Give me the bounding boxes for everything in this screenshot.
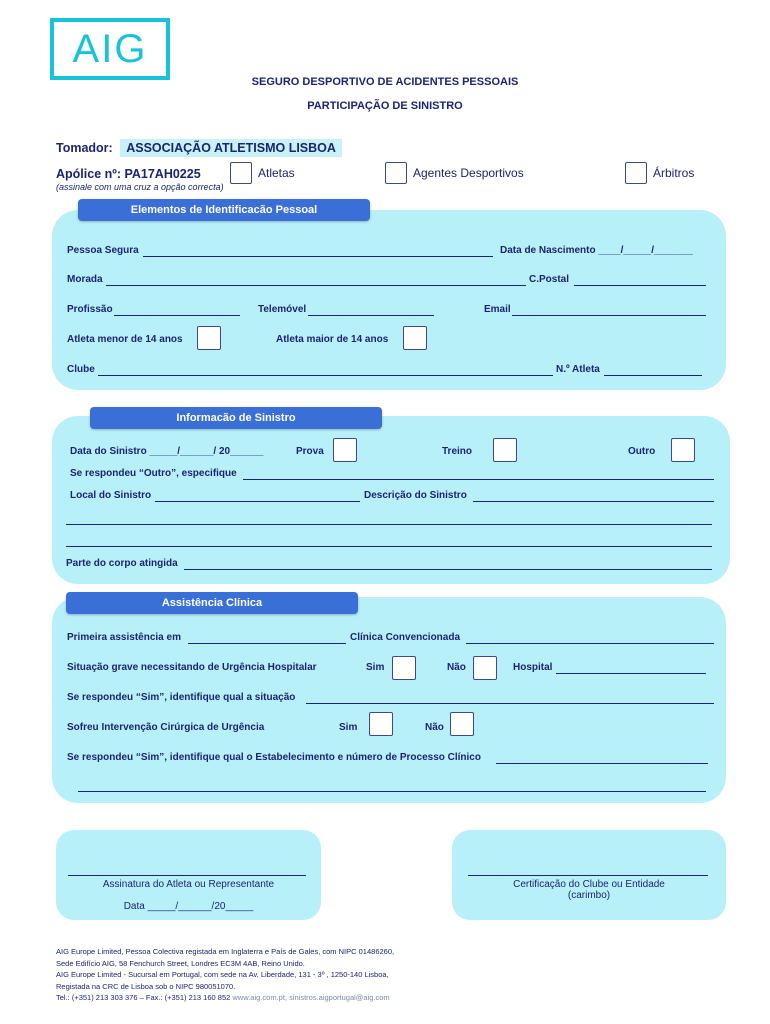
outro-checkbox[interactable]: [671, 438, 695, 462]
company-footer: [56, 946, 394, 1004]
natleta-label: N.º Atleta: [556, 364, 600, 375]
treino-checkbox[interactable]: [493, 438, 517, 462]
footer-line-5: [56, 992, 394, 1004]
footer-line-2: Sede Edifício AIG, 58 Fenchurch Street, Londres EC3M 4AB, Reino Unido.: [56, 958, 305, 968]
cpostal-field[interactable]: [574, 285, 706, 286]
pessoa-segura-field[interactable]: [143, 256, 493, 257]
outro-label: Outro: [628, 446, 656, 457]
section-personal-id-title: Elementos de Identificacão Pessoal: [78, 199, 370, 221]
prova-label: Prova: [296, 446, 324, 457]
grave-sim-checkbox[interactable]: [392, 656, 416, 680]
identifique-situacao-label: Se respondeu “Sim”, identifique qual a situação: [67, 692, 296, 703]
profissao-label: Profissão: [67, 304, 113, 315]
profissao-field[interactable]: [114, 315, 240, 316]
intervencao-label: Sofreu Intervenção Cirúrgica de Urgência: [67, 722, 265, 733]
pessoa-segura-label: Pessoa Segura: [67, 245, 139, 256]
personal-id-panel: [52, 210, 726, 390]
maior-checkbox[interactable]: [403, 326, 427, 350]
option-agentes[interactable]: [385, 162, 524, 184]
aig-logo: [50, 18, 170, 80]
maior-label: Atleta maior de 14 anos: [276, 334, 389, 345]
descricao-line-3[interactable]: [66, 546, 712, 547]
footer-contacts: Tel.: (+351) 213 303 376 – Fax.: (+351) 213 160 852: [56, 993, 231, 1003]
signature-date-field[interactable]: Data _____/______/20_____: [123, 901, 254, 912]
email-label: Email: [484, 304, 511, 315]
tomador-label: Tomador:: [56, 141, 113, 155]
clube-label: Clube: [67, 364, 95, 375]
footer-line-1: AIG Europe Limited, Pessoa Colectiva registada em Inglaterra e País de Gales, com NIPC 01486260,: [56, 947, 395, 956]
telemovel-field[interactable]: [308, 315, 434, 316]
treino-label: Treino: [442, 446, 473, 457]
descricao-line-2[interactable]: [66, 524, 712, 525]
local-sinistro-label: Local do Sinistro: [70, 490, 152, 501]
local-sinistro-field[interactable]: [155, 501, 360, 502]
email-field[interactable]: [512, 315, 706, 316]
footer-line-4: Registada na CRC de Lisboa sob o NIPC 980051070.: [56, 981, 236, 991]
intervencao-sim-label: Sim: [339, 722, 358, 733]
clinica-label: Clínica Convencionada: [350, 632, 461, 643]
situacao-grave-label: Situação grave necessitando de Urgência Hospitalar: [67, 662, 317, 673]
cpostal-label: C.Postal: [529, 274, 570, 285]
clube-field[interactable]: [98, 375, 553, 376]
grave-nao-label: Não: [447, 662, 466, 673]
hospital-field[interactable]: [556, 673, 706, 674]
selection-note: (assinale com uma cruz a opção correcta): [56, 182, 224, 192]
atletas-checkbox[interactable]: [230, 162, 252, 184]
form-title: SEGURO DESPORTIVO DE ACIDENTES PESSOAIS: [251, 76, 519, 88]
telemovel-label: Telemóvel: [258, 304, 307, 315]
estabelecimento-field[interactable]: [496, 763, 708, 764]
menor-checkbox[interactable]: [197, 326, 221, 350]
identifique-situacao-field[interactable]: [306, 703, 714, 704]
primeira-assistencia-field[interactable]: [188, 643, 346, 644]
certification-sublabel: (carimbo): [567, 890, 611, 901]
arbitros-checkbox[interactable]: [625, 162, 647, 184]
tomador-row: [56, 141, 342, 155]
descricao-label: Descrição do Sinistro: [364, 490, 467, 501]
menor-label: Atleta menor de 14 anos: [67, 334, 183, 345]
data-nascimento-field[interactable]: Data de Nascimento ____/_____/_______: [500, 245, 693, 256]
option-atletas[interactable]: [230, 162, 295, 184]
estabelecimento-label: Se respondeu “Sim”, identifique qual o Estabelecimento e número de Processo Clínico: [67, 752, 481, 763]
signature-line[interactable]: [68, 875, 306, 876]
morada-label: Morada: [67, 274, 103, 285]
clinica-field[interactable]: [466, 643, 714, 644]
certification-label: Certificação do Clube ou Entidade: [513, 879, 665, 890]
descricao-field[interactable]: [473, 501, 714, 502]
certification-line[interactable]: [468, 875, 708, 876]
agentes-label: Agentes Desportivos: [413, 166, 524, 180]
grave-sim-label: Sim: [366, 662, 385, 673]
section-sinistro-title: Informacão de Sinistro: [90, 407, 382, 429]
hospital-label: Hospital: [513, 662, 553, 673]
prova-checkbox[interactable]: [333, 438, 357, 462]
form-subtitle: PARTICIPAÇÃO DE SINISTRO: [307, 100, 463, 112]
atletas-label: Atletas: [258, 166, 295, 180]
agentes-checkbox[interactable]: [385, 162, 407, 184]
signature-label: Assinatura do Atleta ou Representante: [102, 879, 275, 890]
estabelecimento-line-2[interactable]: [78, 791, 706, 792]
morada-field[interactable]: [106, 285, 526, 286]
especifique-field[interactable]: [243, 479, 714, 480]
footer-web-link[interactable]: www.aig.com.pt, sinistros.aigportugal@aig.com: [232, 993, 390, 1003]
parte-corpo-field[interactable]: [184, 569, 712, 570]
apolice-number: Apólice nº: PA17AH0225: [56, 167, 201, 181]
data-sinistro-field[interactable]: Data do Sinistro _____/______/ 20______: [70, 446, 264, 457]
grave-nao-checkbox[interactable]: [473, 656, 497, 680]
intervencao-nao-label: Não: [425, 722, 444, 733]
logo-text: AIG: [72, 26, 148, 71]
intervencao-sim-checkbox[interactable]: [369, 712, 393, 736]
option-arbitros[interactable]: [625, 162, 694, 184]
natleta-field[interactable]: [604, 375, 702, 376]
primeira-assistencia-label: Primeira assistência em: [67, 632, 181, 643]
especifique-label: Se respondeu “Outro”, especifique: [70, 468, 237, 479]
footer-line-3: AIG Europe Limited - Sucursal em Portugal, com sede na Av. Liberdade, 131 - 3º , 1250-140 Lisboa,: [56, 970, 389, 980]
intervencao-nao-checkbox[interactable]: [450, 712, 474, 736]
parte-corpo-label: Parte do corpo atingida: [66, 558, 178, 569]
tomador-value[interactable]: ASSOCIAÇÃO ATLETISMO LISBOA: [120, 139, 342, 157]
arbitros-label: Árbitros: [653, 166, 695, 180]
section-assistencia-title: Assistência Clínica: [66, 592, 358, 614]
